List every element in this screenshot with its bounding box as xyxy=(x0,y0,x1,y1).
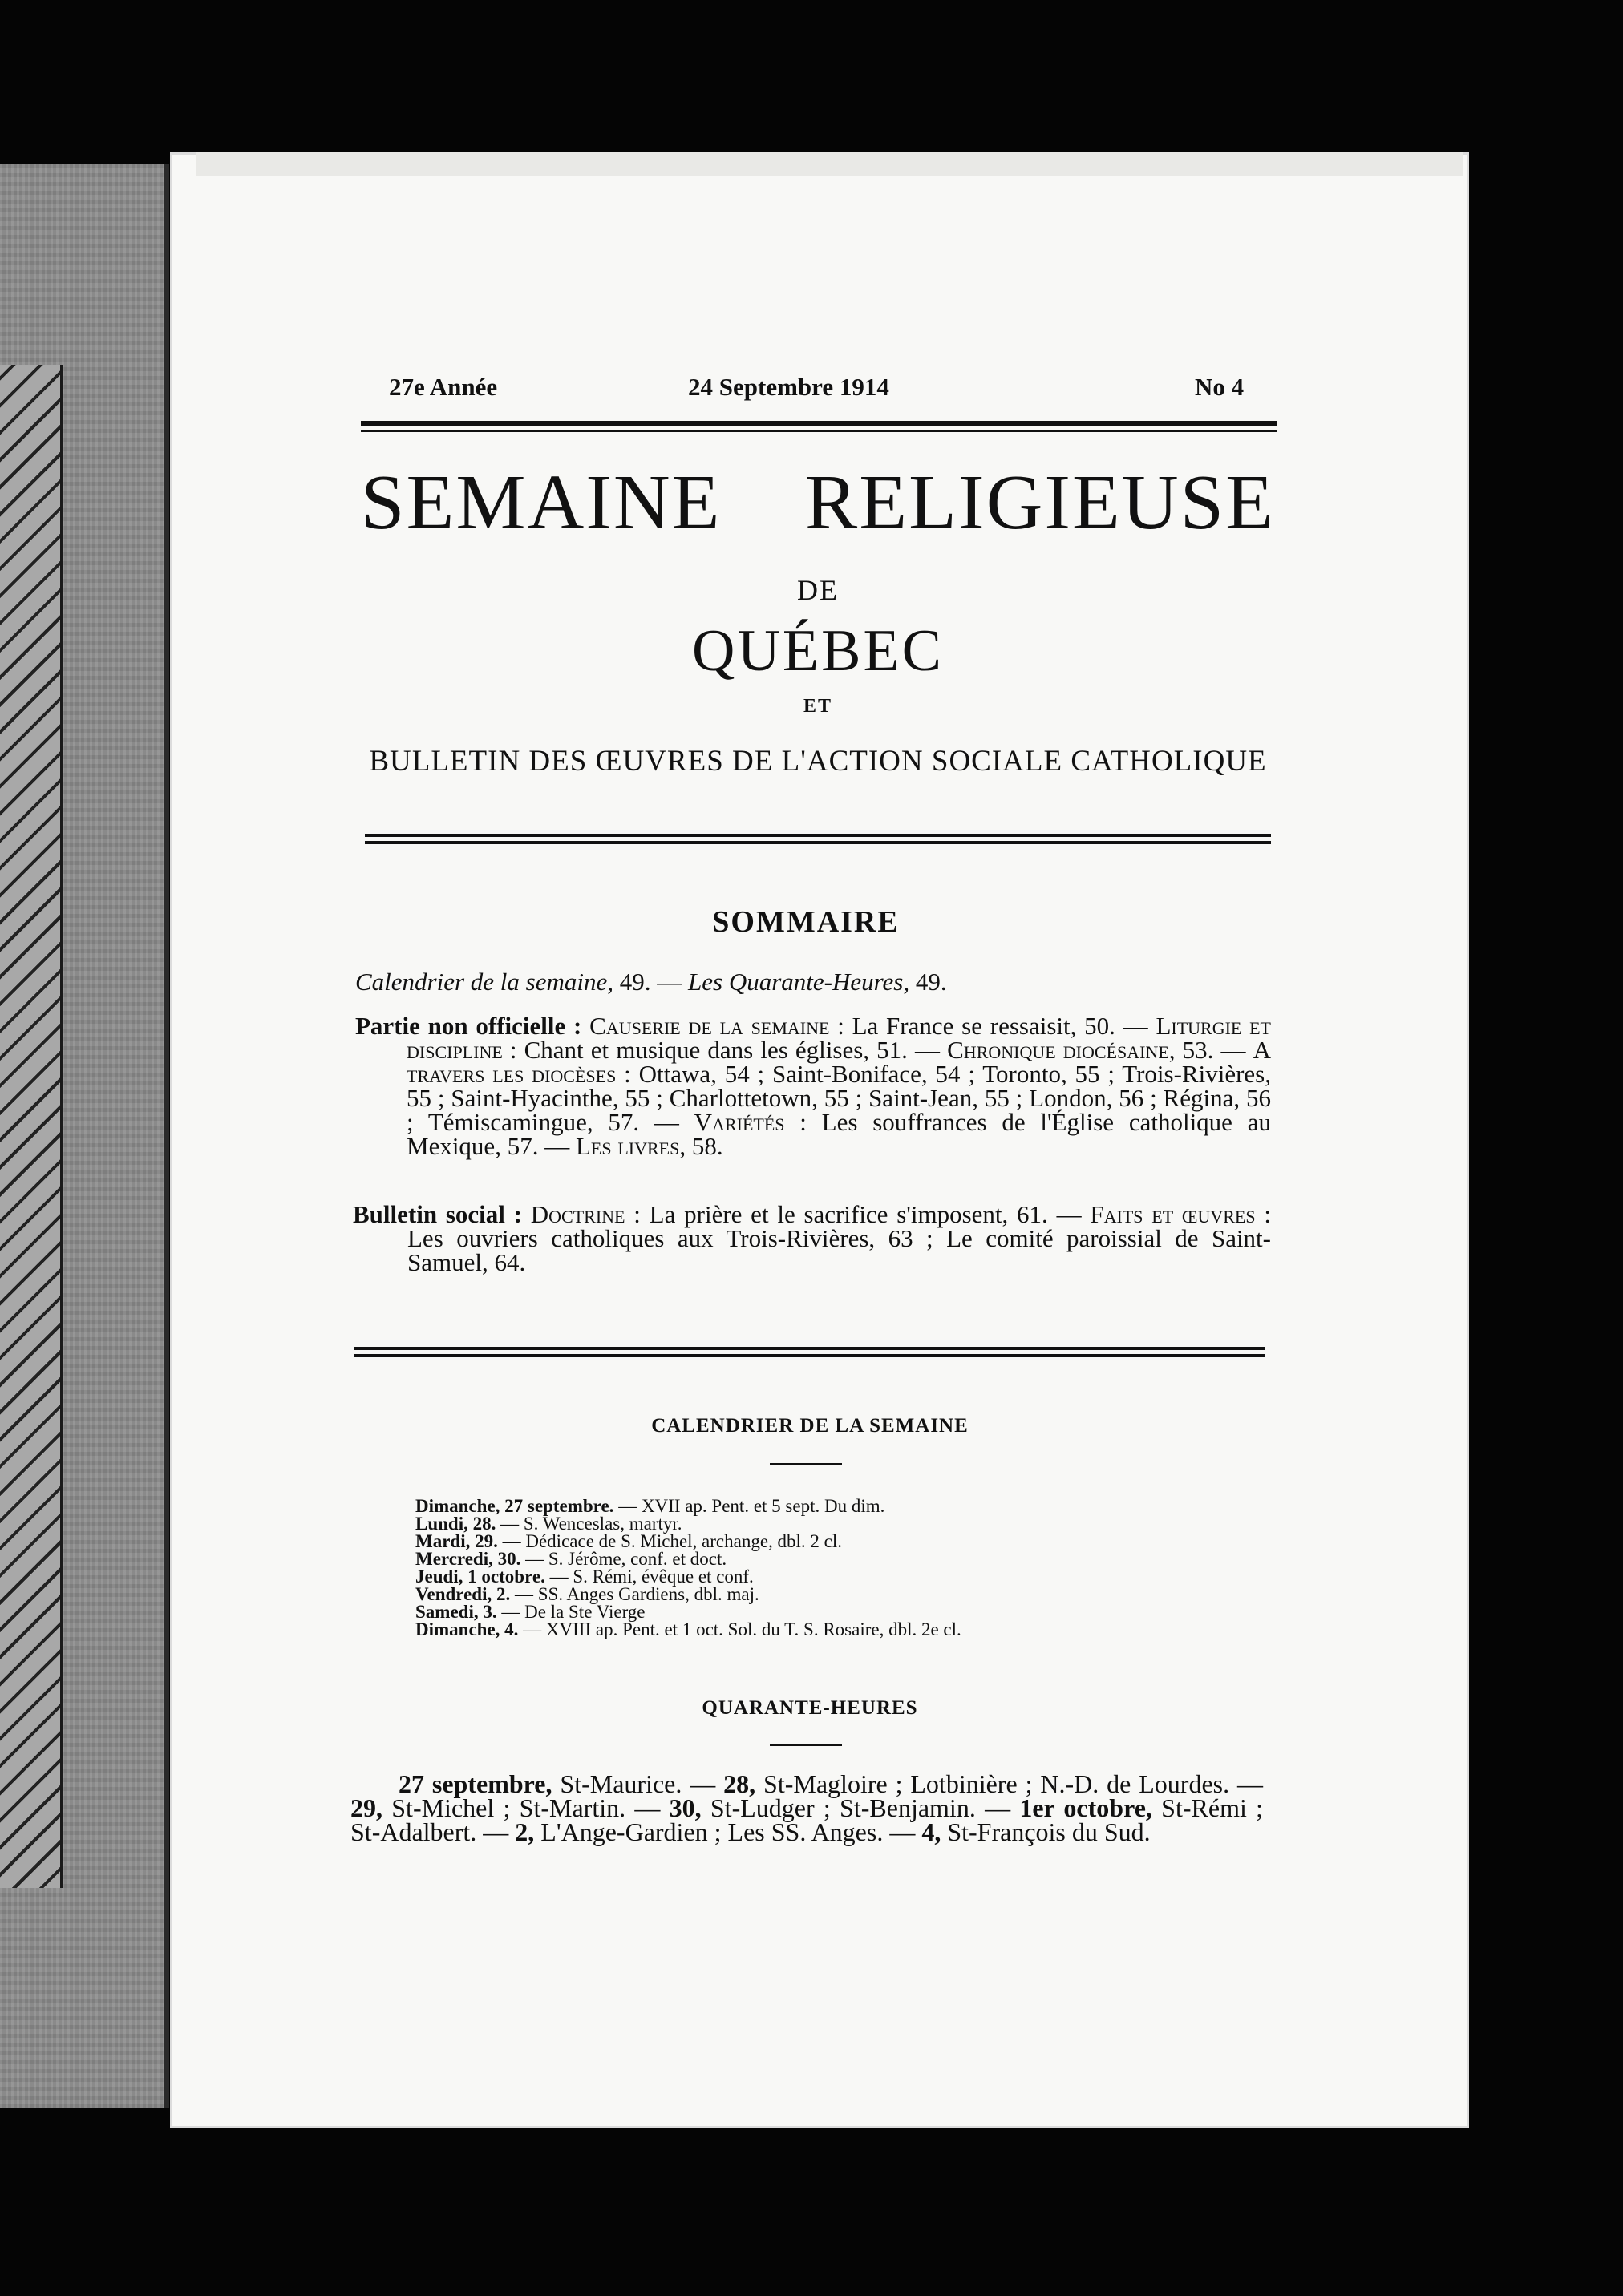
calendrier-text: — SS. Anges Gardiens, dbl. maj. xyxy=(510,1584,759,1604)
qh-date: 28, xyxy=(723,1769,756,1798)
calendrier-text: — De la Ste Vierge xyxy=(496,1602,646,1622)
bulletin-doctrine: Doctrine xyxy=(530,1200,625,1228)
qh-text: St-Magloire ; Lotbinière ; N.-D. de Lourdes. — xyxy=(755,1769,1264,1798)
calendrier-day: Dimanche, 4. xyxy=(415,1619,519,1639)
calendrier-day: Dimanche, 27 septembre. xyxy=(415,1496,614,1516)
partie-text2: : Chant et musique dans les églises, 51. — xyxy=(502,1036,948,1064)
calendrier-short-rule xyxy=(770,1463,842,1465)
header-annee: 27e Année xyxy=(389,373,498,401)
calendrier-entry xyxy=(415,1515,1137,1533)
qh-date: 4, xyxy=(921,1817,941,1846)
quarante-heures-paragraph xyxy=(350,1769,1264,1846)
partie-travers: A travers les diocèses xyxy=(407,1036,1272,1088)
bulletin-text2: : Les ouvriers catholiques aux Trois-Rivières, 63 ; Le comité paroissial de Saint-Samuel, 64. xyxy=(407,1200,1271,1276)
qh-text: L'Ange-Gardien ; Les SS. Anges. — xyxy=(534,1817,922,1846)
calendrier-day: Mercredi, 30. xyxy=(415,1549,521,1569)
calendrier-entry xyxy=(415,1603,1137,1621)
masthead-rule xyxy=(365,834,1271,844)
qh-date: 1er octobre, xyxy=(1019,1793,1152,1822)
qh-date: 29, xyxy=(350,1793,382,1822)
quarante-heures-heading: QUARANTE-HEURES xyxy=(702,1697,918,1719)
calendrier-day: Vendredi, 2. xyxy=(415,1584,511,1604)
qh-text: St-Ludger ; St-Benjamin. — xyxy=(701,1793,1020,1822)
calendrier-text: — XVII ap. Pent. et 5 sept. Du dim. xyxy=(613,1496,885,1516)
partie-chronique: Chronique diocésaine xyxy=(947,1036,1169,1064)
partie-text4: : Ottawa, 54 ; Saint-Boniface, 54 ; Toronto, 55 ; Trois-Rivières, 55 ; Saint-Hyacinthe, 55 ; Charlottetown, 55 ; Saint-Jean, 55 ; London, 56 ; Régina, 56 ; Témiscamingue, 57. — xyxy=(407,1060,1271,1136)
quarante-heures-short-rule xyxy=(770,1744,842,1746)
sommaire-calendrier-ref: Calendrier de la semaine xyxy=(355,968,608,996)
sommaire-quarante-page: , 49. xyxy=(903,968,947,996)
calendrier-text: — Dédicace de S. Michel, archange, dbl. 2 cl. xyxy=(497,1531,843,1551)
spine-zigzag-border xyxy=(0,365,63,1888)
partie-text1: : La France se ressaisit, 50. — xyxy=(829,1012,1156,1040)
qh-date: 2, xyxy=(515,1817,535,1846)
calendrier-text: — S. Rémi, évêque et conf. xyxy=(544,1566,754,1587)
calendrier-entry xyxy=(415,1533,1137,1550)
calendrier-day: Jeudi, 1 octobre. xyxy=(415,1566,545,1587)
calendrier-entry xyxy=(415,1621,1137,1639)
page-top-edge xyxy=(196,152,1463,176)
bulletin-text1: : La prière et le sacrifice s'imposent, 61. — xyxy=(625,1200,1091,1228)
header-date: 24 Septembre 1914 xyxy=(688,373,889,401)
sommaire-calendrier-line xyxy=(355,970,1269,994)
qh-text: St-Michel ; St-Martin. — xyxy=(382,1793,670,1822)
bulletin-label: Bulletin social : xyxy=(353,1200,522,1228)
sommaire-heading: SOMMAIRE xyxy=(712,905,900,939)
calendrier-list xyxy=(415,1498,1137,1639)
sommaire-rule xyxy=(354,1347,1265,1357)
qh-text: St-Rémi ; St-Adalbert. — xyxy=(350,1793,1264,1846)
calendrier-text: — S. Jérôme, conf. et doct. xyxy=(520,1549,727,1569)
calendrier-entry xyxy=(415,1498,1137,1515)
qh-text: St-François du Sud. xyxy=(941,1817,1151,1846)
partie-causerie: Causerie de la semaine xyxy=(589,1012,830,1040)
sommaire-bulletin-paragraph xyxy=(353,1200,1271,1276)
calendrier-day: Samedi, 3. xyxy=(415,1602,497,1622)
sommaire-calendrier-sep: , 49. — xyxy=(607,968,689,996)
partie-text6: , 58. xyxy=(679,1132,723,1160)
calendrier-day: Mardi, 29. xyxy=(415,1531,498,1551)
calendrier-text: — S. Wenceslas, martyr. xyxy=(496,1514,682,1534)
header-rule xyxy=(361,421,1277,432)
sommaire-quarante-ref: Les Quarante-Heures xyxy=(688,968,904,996)
partie-livres: Les livres xyxy=(575,1132,680,1160)
bulletin-faits: Faits et œuvres xyxy=(1090,1200,1256,1228)
partie-liturgie: Liturgie et discipline xyxy=(407,1012,1271,1064)
masthead-de: DE xyxy=(797,574,839,606)
calendrier-entry xyxy=(415,1586,1137,1603)
partie-text3: , 53. — xyxy=(1168,1036,1253,1064)
partie-varietes: Variétés xyxy=(694,1108,785,1136)
calendrier-text: — XVIII ap. Pent. et 1 oct. Sol. du T. S. Rosaire, dbl. 2e cl. xyxy=(518,1619,961,1639)
calendrier-entry xyxy=(415,1550,1137,1568)
masthead-title: SEMAINE RELIGIEUSE xyxy=(361,459,1275,546)
calendrier-day: Lundi, 28. xyxy=(415,1514,496,1534)
masthead-et: ET xyxy=(803,696,832,717)
header-numero: No 4 xyxy=(1195,373,1245,401)
qh-date: 30, xyxy=(669,1793,702,1822)
calendrier-entry xyxy=(415,1568,1137,1586)
qh-text: St-Maurice. — xyxy=(552,1769,724,1798)
qh-date: 27 septembre, xyxy=(399,1769,552,1798)
partie-text5: : Les souffrances de l'Église catholique au Mexique, 57. — xyxy=(407,1108,1271,1160)
sommaire-partie-paragraph xyxy=(355,1014,1271,1158)
masthead-city: QUÉBEC xyxy=(692,618,944,684)
partie-label: Partie non officielle : xyxy=(355,1012,582,1040)
masthead-subtitle: BULLETIN DES ŒUVRES DE L'ACTION SOCIALE CATHOLIQUE xyxy=(369,745,1267,778)
calendrier-heading: CALENDRIER DE LA SEMAINE xyxy=(651,1415,969,1437)
